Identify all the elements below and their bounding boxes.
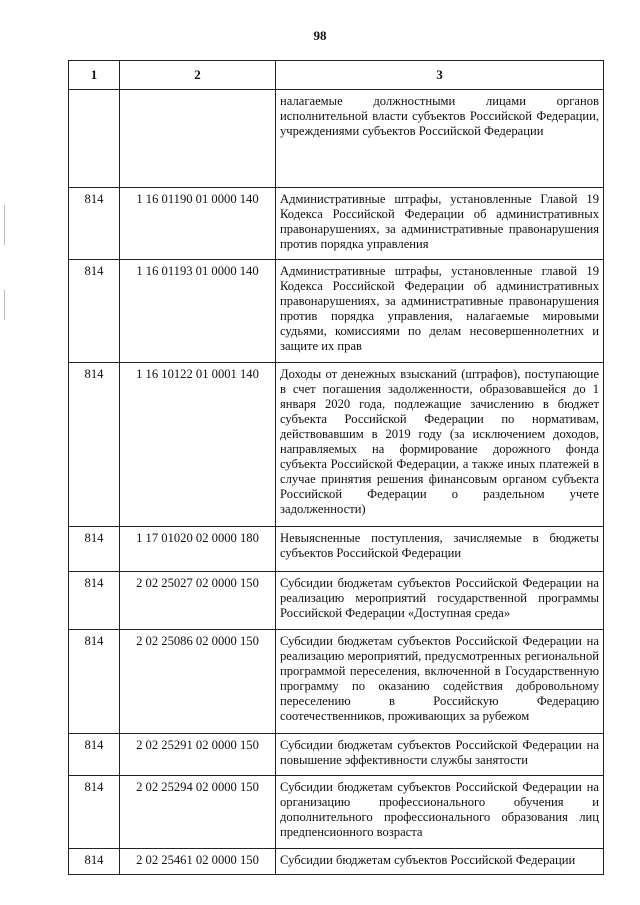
table-row: [69, 630, 604, 734]
scan-edge-mark: [4, 205, 5, 245]
description-cell: Административные штрафы, установленные Главой 19 Кодекса Российской Федерации об административных правонарушениях, за административные правонарушения против порядка управления: [276, 188, 604, 260]
description-cell: налагаемые должностными лицами органов исполнительной власти субъектов Российской Федерации, учреждениями субъектов Российской Федерации: [276, 90, 604, 188]
page-number: 98: [313, 28, 327, 43]
admin-code-cell: 814: [69, 260, 120, 363]
admin-code-cell: 814: [69, 849, 120, 875]
budget-code-cell: 2 02 25291 02 0000 150: [120, 734, 276, 776]
description-cell: Субсидии бюджетам субъектов Российской Федерации на реализацию мероприятий, предусмотренных региональной программой переселения, включенной в Государственную программу по оказанию содействия добровольному переселению в Российскую Федерацию соотечественников, проживающих за рубежом: [276, 630, 604, 734]
table-row: [69, 90, 604, 188]
admin-code-cell: 814: [69, 572, 120, 630]
table-row: [69, 734, 604, 776]
description-cell: Невыясненные поступления, зачисляемые в бюджеты субъектов Российской Федерации: [276, 527, 604, 572]
budget-code-cell: 2 02 25027 02 0000 150: [120, 572, 276, 630]
admin-code-cell: 814: [69, 776, 120, 849]
budget-code-cell: [120, 90, 276, 188]
table-header-row: [69, 61, 604, 90]
table-row: [69, 188, 604, 260]
admin-code-cell: 814: [69, 363, 120, 527]
budget-code-cell: 1 16 01193 01 0000 140: [120, 260, 276, 363]
table-row: [69, 260, 604, 363]
column-header-2: 2: [120, 61, 276, 90]
table-row: [69, 363, 604, 527]
admin-code-cell: 814: [69, 734, 120, 776]
budget-codes-table: [68, 60, 604, 875]
table-row: [69, 776, 604, 849]
column-header-1: 1: [69, 61, 120, 90]
scan-edge-mark: [4, 290, 5, 320]
table-row: [69, 527, 604, 572]
budget-code-cell: 1 17 01020 02 0000 180: [120, 527, 276, 572]
description-cell: Административные штрафы, установленные главой 19 Кодекса Российской Федерации об административных правонарушениях, за административные правонарушения против порядка управления, налагаемые мировыми судьями, комиссиями по делам несовершеннолетних и защите их прав: [276, 260, 604, 363]
budget-code-cell: 2 02 25086 02 0000 150: [120, 630, 276, 734]
admin-code-cell: 814: [69, 527, 120, 572]
description-cell: Субсидии бюджетам субъектов Российской Федерации: [276, 849, 604, 875]
budget-code-cell: 1 16 01190 01 0000 140: [120, 188, 276, 260]
table-row: [69, 572, 604, 630]
admin-code-cell: 814: [69, 630, 120, 734]
description-cell: Доходы от денежных взысканий (штрафов), поступающие в счет погашения задолженности, образовавшейся до 1 января 2020 года, подлежащие зачислению в бюджет субъекта Российской Федерации по нормативам, действовавшим в 2019 году (за исключением доходов, направляемых на формирование дорожного фонда субъекта Российской Федерации, а также иных платежей в случае принятия решения финансовым органом субъекта Российской Федерации о раздельном учете задолженности): [276, 363, 604, 527]
description-cell: Субсидии бюджетам субъектов Российской Федерации на реализацию мероприятий государственной программы Российской Федерации «Доступная среда»: [276, 572, 604, 630]
admin-code-cell: [69, 90, 120, 188]
description-cell: Субсидии бюджетам субъектов Российской Федерации на повышение эффективности службы занятости: [276, 734, 604, 776]
budget-code-cell: 2 02 25461 02 0000 150: [120, 849, 276, 875]
description-cell: Субсидии бюджетам субъектов Российской Федерации на организацию профессионального обучения и дополнительного профессионального образования лиц предпенсионного возраста: [276, 776, 604, 849]
budget-code-cell: 1 16 10122 01 0001 140: [120, 363, 276, 527]
column-header-3: 3: [276, 61, 604, 90]
table-row: [69, 849, 604, 875]
admin-code-cell: 814: [69, 188, 120, 260]
budget-code-cell: 2 02 25294 02 0000 150: [120, 776, 276, 849]
